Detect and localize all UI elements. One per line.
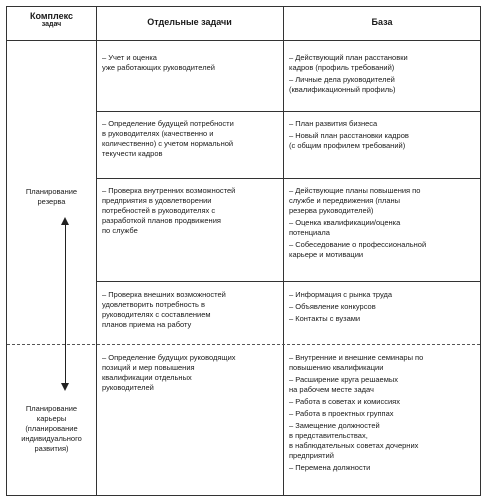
base-cell — [289, 53, 479, 97]
base-item — [289, 409, 479, 419]
label-career-planning: Планирование карьеры (планирование индивидуального развития) — [21, 404, 82, 453]
base-line: – Действующие планы повышения по — [289, 186, 421, 195]
row-divider — [96, 281, 480, 282]
header-base: База — [371, 17, 393, 27]
base-line: – Информация с рынка труда — [289, 290, 393, 299]
base-line: – Новый план расстановки кадров — [289, 131, 409, 140]
base-line: (квалификационный профиль) — [289, 85, 396, 94]
task-line: предприятия в удовлетворении — [102, 196, 212, 205]
section-divider — [7, 344, 480, 345]
task-line: планов приема на работу — [102, 320, 192, 329]
task-cell — [102, 119, 280, 159]
base-item — [289, 240, 479, 260]
task-cell — [102, 53, 280, 73]
column-divider-2 — [283, 7, 284, 495]
base-line: в наблюдательных советах дочерних — [289, 441, 419, 450]
task-line: позиций и мер повышения — [102, 363, 195, 372]
task-line: в руководителях (качественно и — [102, 129, 214, 138]
base-item — [289, 421, 479, 461]
base-item — [289, 397, 479, 407]
header-divider — [7, 40, 480, 41]
task-cell — [102, 186, 280, 236]
header-complex: Комплекс задач — [30, 11, 73, 28]
base-line: – Внутренние и внешние семинары по — [289, 353, 424, 362]
base-line: резерва руководителей) — [289, 206, 374, 215]
base-line: предприятий — [289, 451, 334, 460]
task-line: количественно) с учетом нормальной — [102, 139, 234, 148]
base-line: потенциала — [289, 228, 330, 237]
task-cell — [102, 353, 280, 393]
base-line: (с общим профилем требований) — [289, 141, 406, 150]
base-cell — [289, 186, 479, 262]
base-item — [289, 353, 479, 373]
base-line: – Контакты с вузами — [289, 314, 361, 323]
base-line: кадров (профиль требований) — [289, 63, 395, 72]
task-line: разработкой планов продвижения — [102, 216, 221, 225]
label-reserve-planning: Планирование резерва — [25, 187, 78, 206]
task-line: по службе — [102, 226, 138, 235]
task-line: – Учет и оценка — [102, 53, 157, 62]
base-line: – Оценка квалификации/оценка — [289, 218, 401, 227]
task-line: руководителей — [102, 383, 154, 392]
base-item — [289, 186, 479, 216]
base-line: в представительствах, — [289, 431, 368, 440]
base-line: – Действующий план расстановки — [289, 53, 408, 62]
task-line: уже работающих руководителей — [102, 63, 215, 72]
task-line: – Определение будущей потребности — [102, 119, 234, 128]
base-cell — [289, 119, 479, 153]
base-line: карьере и мотивации — [289, 250, 364, 259]
task-line: потребностей в руководителях с — [102, 206, 216, 215]
task-line: удовлетворить потребность в — [102, 300, 205, 309]
base-line: – Объявление конкурсов — [289, 302, 376, 311]
base-item — [289, 53, 479, 73]
task-line: руководителях с составлением — [102, 310, 211, 319]
base-item — [289, 375, 479, 395]
row-divider — [96, 111, 480, 112]
column-divider-1 — [96, 7, 97, 495]
base-item — [289, 131, 479, 151]
base-cell — [289, 290, 479, 326]
base-line: службе и передвижения (планы — [289, 196, 401, 205]
task-line: текучести кадров — [102, 149, 163, 158]
base-item — [289, 314, 479, 324]
base-cell — [289, 353, 479, 475]
base-line: повышению квалификации — [289, 363, 384, 372]
base-item — [289, 290, 479, 300]
double-arrow-shaft — [65, 223, 66, 385]
arrow-down-icon — [61, 383, 69, 391]
base-line: на рабочем месте задач — [289, 385, 374, 394]
base-line: – Личные дела руководителей — [289, 75, 395, 84]
base-line: – Работа в советах и комиссиях — [289, 397, 400, 406]
planning-table — [6, 6, 481, 496]
base-line: – Собеседование о профессиональной — [289, 240, 427, 249]
base-item — [289, 218, 479, 238]
task-line: – Определение будущих руководящих — [102, 353, 236, 362]
base-line: – План развития бизнеса — [289, 119, 378, 128]
task-line: – Проверка внутренних возможностей — [102, 186, 236, 195]
base-item — [289, 119, 479, 129]
base-line: – Работа в проектных группах — [289, 409, 394, 418]
task-cell — [102, 290, 280, 330]
header-tasks: Отдельные задачи — [147, 17, 232, 27]
base-item — [289, 75, 479, 95]
base-line: – Расширение круга решаемых — [289, 375, 399, 384]
row-divider — [96, 178, 480, 179]
base-line: – Замещение должностей — [289, 421, 380, 430]
task-line: – Проверка внешних возможностей — [102, 290, 226, 299]
base-item — [289, 302, 479, 312]
task-line: квалификации отдельных — [102, 373, 192, 382]
base-line: – Перемена должности — [289, 463, 371, 472]
base-item — [289, 463, 479, 473]
